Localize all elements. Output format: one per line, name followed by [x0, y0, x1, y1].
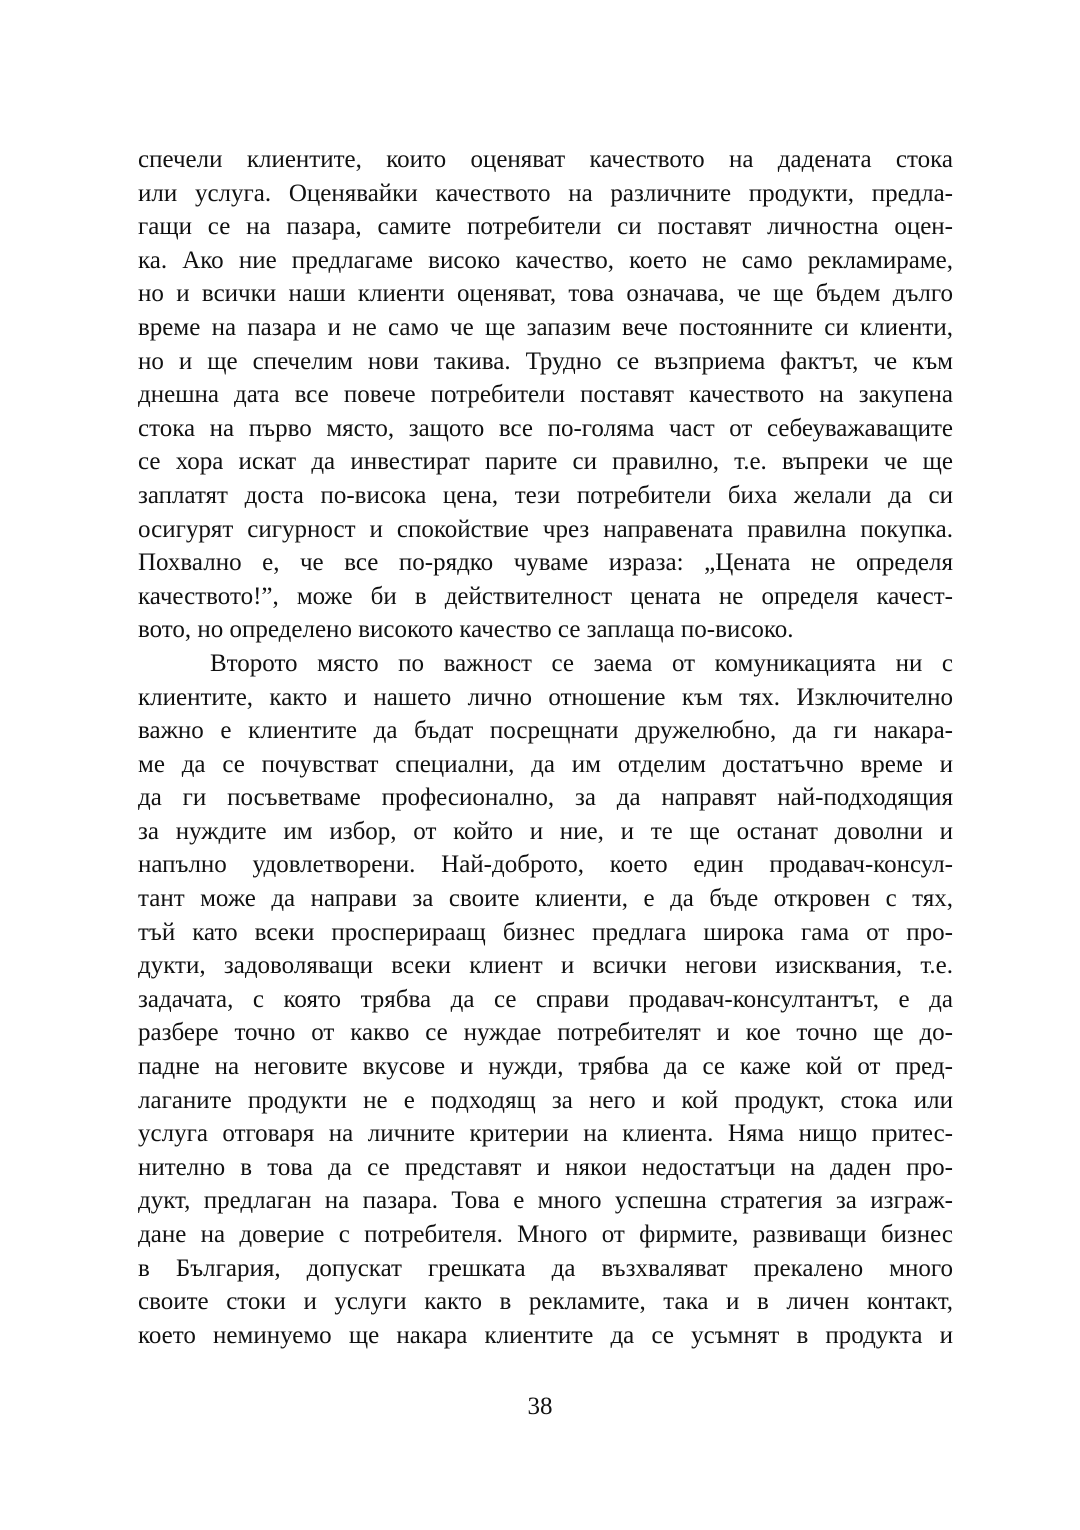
text-line: падне на неговите вкусове и нужди, трябва да се каже кой от пред-	[138, 1053, 953, 1081]
text-line: услуга отговаря на личните критерии на клиента. Няма нищо притес-	[138, 1120, 953, 1148]
text-line: което неминуемо ще накара клиентите да се усъмнят в продукта и	[138, 1321, 953, 1349]
text-line: важно е клиентите да бъдат посрещнати дружелюбно, да ги накара-	[138, 717, 953, 745]
text-line: се хора искат да инвестират парите си правилно, т.е. въпреки че ще	[138, 448, 953, 476]
text-line: ме да се почувстват специални, да им отделим достатъчно време и	[138, 750, 953, 778]
text-line: спечели клиентите, които оценяват качеството на дадената стока	[138, 146, 953, 173]
body-text	[138, 143, 953, 1352]
text-line: в България, допускат грешката да възхваляват прекалено много	[138, 1254, 953, 1282]
text-line: дукти, задоволяващи всеки клиент и всички негови изисквания, т.е.	[138, 952, 953, 980]
text-line: гащи се на пазара, самите потребители си поставят личностна оцен-	[138, 213, 953, 241]
text-line: клиентите, както и нашето лично отношение към тях. Изключително	[138, 683, 953, 711]
text-line: но и ще спечелим нови такива. Трудно се възприема фактът, че към	[138, 347, 953, 375]
text-line: вото, но определено високото качество се заплаща по-високо.	[138, 616, 794, 644]
paragraph-1	[138, 143, 953, 647]
text-line: ка. Ако ние предлагаме високо качество, което не само рекламираме,	[138, 246, 953, 274]
text-line: Похвално е, че все по-рядко чуваме израза: „Цената не определя	[138, 549, 953, 577]
text-line: разбере точно от какво се нуждае потребителят и кое точно ще до-	[138, 1019, 953, 1047]
text-line: време на пазара и не само че ще запазим вече постоянните си клиенти,	[138, 313, 953, 341]
text-line: но и всички наши клиенти оценяват, това означава, че ще бъдем дълго	[138, 280, 953, 308]
text-line: нително в това да се представят и някои недостатъци на даден про-	[138, 1153, 953, 1181]
paragraph-2	[138, 647, 953, 1352]
text-line: задачата, с която трябва да се справи продавач-консултантът, е да	[138, 985, 953, 1013]
text-line: тъй като всеки просперираащ бизнес предлага широка гама от про-	[138, 918, 953, 946]
text-line: дукт, предлаган на пазара. Това е много успешна стратегия за изграж-	[138, 1187, 953, 1215]
text-line: дане на доверие с потребителя. Много от фирмите, развиващи бизнес	[138, 1221, 953, 1248]
text-line: напълно удовлетворени. Най-доброто, което един продавач-консул-	[138, 851, 953, 879]
text-line: своите стоки и услуги както в рекламите, така и в личен контакт,	[138, 1288, 953, 1316]
text-line: да ги посъветваме професионално, за да направят най-подходящия	[138, 784, 953, 812]
text-line: качеството!”, може би в действителност цената не определя качест-	[138, 582, 953, 610]
text-line: тант може да направи за своите клиенти, е да бъде откровен с тях,	[138, 885, 953, 913]
text-line: за нуждите им избор, от който и ние, и те ще останат доволни и	[138, 817, 953, 845]
text-line: осигурят сигурност и спокойствие чрез направената правилна покупка.	[138, 515, 953, 543]
text-line: днешна дата все повече потребители поставят качеството на закупена	[138, 381, 953, 409]
text-line: стока на първо място, защото все по-голяма част от себеуважаващите	[138, 414, 953, 442]
text-line: лаганите продукти не е подходящ за него и кой продукт, стока или	[138, 1086, 953, 1114]
text-line: Второто място по важност се заема от комуникацията ни с	[210, 649, 953, 677]
text-line: или услуга. Оценявайки качеството на различните продукти, предла-	[138, 179, 953, 207]
text-line: заплатят доста по-висока цена, тези потребители биха желали да си	[138, 481, 953, 509]
page-number: 38	[527, 1393, 553, 1420]
